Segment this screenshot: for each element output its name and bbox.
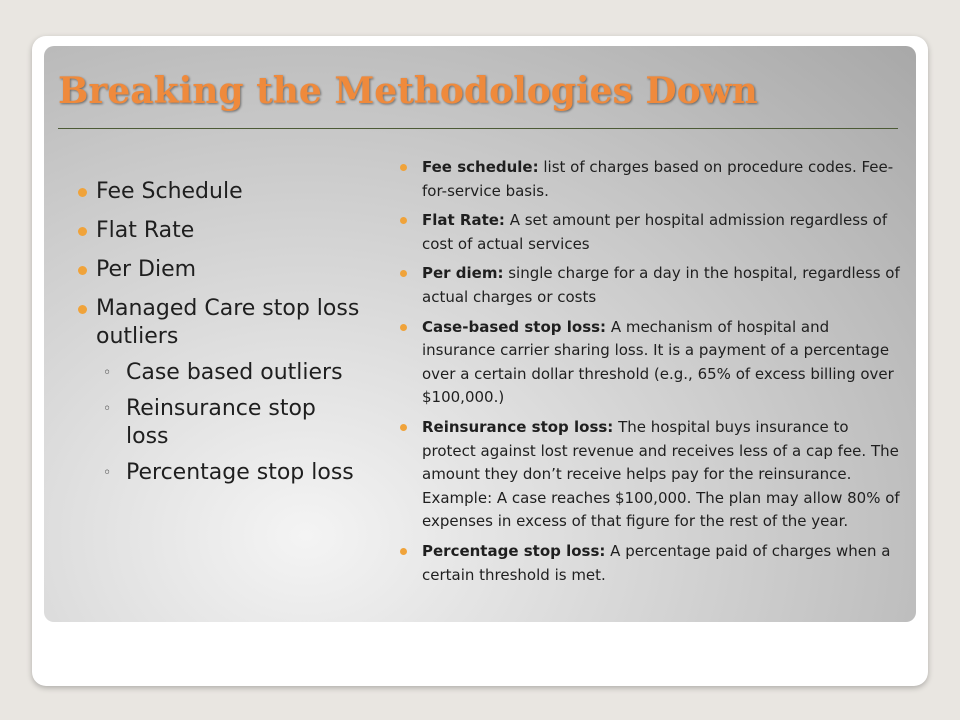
list-item-label: Fee Schedule [96, 179, 243, 204]
bullet-icon [78, 227, 87, 236]
definition-term: Flat Rate: [422, 211, 505, 230]
definition-text: A set amount per hospital admission regardless of cost of actual services [422, 211, 888, 253]
sub-list-item-label: Case based outliers [126, 360, 343, 385]
bullet-icon [400, 424, 407, 431]
definition-term: Per diem: [422, 264, 504, 283]
list-item-label: Flat Rate [96, 218, 195, 243]
definition-item [398, 316, 904, 410]
sub-list-item-label: Percentage stop loss [126, 460, 354, 485]
list-item-label: Managed Care stop loss outliers [96, 296, 360, 349]
hollow-bullet-icon: ◦ [103, 401, 112, 417]
bullet-icon [400, 164, 407, 171]
left-bullet-list [78, 178, 363, 498]
sub-list-item [96, 459, 363, 487]
bullet-icon [400, 548, 407, 555]
title-divider [58, 128, 898, 129]
definition-text: The hospital buys insurance to protect against lost revenue and receives less of a cap fee. The amount they don’t receive helps pay for the reinsurance. Example: A case reaches $100,000. The plan may allow 80% of expenses in excess of that figure for the rest of the year. [422, 417, 900, 531]
definition-term: Percentage stop loss: [422, 541, 606, 560]
bullet-icon [78, 266, 87, 275]
definition-text: single charge for a day in the hospital, regardless of actual charges or costs [422, 264, 900, 306]
slide-title: Breaking the Methodologies Down [58, 70, 758, 112]
sub-bullet-list [96, 359, 363, 487]
list-item-label: Per Diem [96, 257, 197, 282]
definition-term: Fee schedule: [422, 158, 539, 176]
definition-text: list of charges based on procedure codes. Fee-for-service basis. [422, 158, 894, 200]
bullet-icon [400, 270, 407, 277]
definition-item [398, 416, 904, 534]
sub-list-item [96, 359, 363, 387]
definition-term: Reinsurance stop loss: [422, 417, 614, 436]
definition-text: A mechanism of hospital and insurance carrier sharing loss. It is a payment of a percentage over a certain dollar threshold (e.g., 65% of excess billing over $100,000.) [422, 317, 894, 407]
bullet-icon [400, 324, 407, 331]
list-item [78, 217, 363, 245]
definition-item [398, 262, 904, 309]
definition-item [398, 209, 904, 256]
sub-list-item-label: Reinsurance stop loss [126, 396, 316, 449]
sub-list-item [96, 395, 363, 451]
definition-text: A percentage paid of charges when a certain threshold is met. [422, 541, 891, 584]
list-item [78, 256, 363, 284]
bullet-icon [78, 188, 87, 197]
bullet-icon [78, 305, 87, 314]
definition-term: Case-based stop loss: [422, 317, 607, 336]
hollow-bullet-icon: ◦ [103, 365, 112, 381]
list-item [78, 178, 363, 206]
definition-item [398, 540, 904, 587]
list-item [78, 295, 363, 487]
definitions-list [398, 156, 904, 593]
definition-item [398, 156, 904, 203]
bullet-icon [400, 217, 407, 224]
hollow-bullet-icon: ◦ [103, 465, 112, 481]
